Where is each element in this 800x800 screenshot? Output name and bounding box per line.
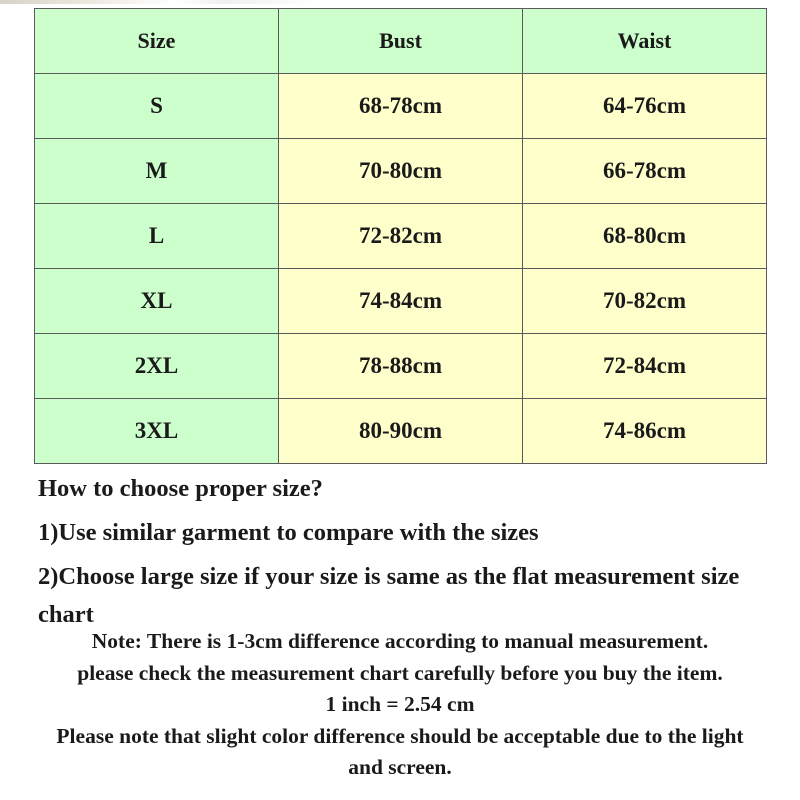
note-line-check-chart: please check the measurement chart carefully before you buy the item. bbox=[77, 660, 723, 685]
table-row bbox=[35, 204, 767, 269]
waist-cell: 64-76cm bbox=[523, 74, 767, 139]
table-row bbox=[35, 269, 767, 334]
table-row bbox=[35, 399, 767, 464]
size-cell: 2XL bbox=[35, 334, 279, 399]
size-cell: L bbox=[35, 204, 279, 269]
bust-cell: 68-78cm bbox=[279, 74, 523, 139]
size-cell: 3XL bbox=[35, 399, 279, 464]
header-bust: Bust bbox=[279, 9, 523, 74]
header-waist: Waist bbox=[523, 9, 767, 74]
bust-cell: 80-90cm bbox=[279, 399, 523, 464]
waist-cell: 72-84cm bbox=[523, 334, 767, 399]
header-size: Size bbox=[35, 9, 279, 74]
size-chart-table bbox=[34, 8, 767, 464]
table-header-row bbox=[35, 9, 767, 74]
size-cell: S bbox=[35, 74, 279, 139]
waist-cell: 68-80cm bbox=[523, 204, 767, 269]
table-row bbox=[35, 139, 767, 204]
bust-cell: 74-84cm bbox=[279, 269, 523, 334]
bust-cell: 78-88cm bbox=[279, 334, 523, 399]
size-guide bbox=[38, 470, 778, 634]
bust-cell: 70-80cm bbox=[279, 139, 523, 204]
size-cell: M bbox=[35, 139, 279, 204]
table-row bbox=[35, 74, 767, 139]
waist-cell: 74-86cm bbox=[523, 399, 767, 464]
waist-cell: 66-78cm bbox=[523, 139, 767, 204]
note-line-difference: Note: There is 1-3cm difference according to manual measurement. bbox=[91, 629, 709, 653]
measurement-notes bbox=[0, 626, 800, 784]
product-photo-fragment bbox=[0, 0, 800, 4]
note-line-color-difference-cont: and screen. bbox=[348, 755, 452, 779]
size-cell: XL bbox=[35, 269, 279, 334]
guide-title: How to choose proper size? bbox=[38, 475, 323, 502]
bust-cell: 72-82cm bbox=[279, 204, 523, 269]
note-line-color-difference: Please note that slight color difference should be acceptable due to the light bbox=[56, 723, 744, 748]
note-line-inch-conversion: 1 inch = 2.54 cm bbox=[325, 692, 475, 716]
waist-cell: 70-82cm bbox=[523, 269, 767, 334]
product-photo-edge bbox=[0, 0, 800, 8]
guide-step-1: 1)Use similar garment to compare with the sizes bbox=[38, 518, 539, 546]
table-row bbox=[35, 334, 767, 399]
guide-step-2: 2)Choose large size if your size is same as the flat measurement size chart bbox=[38, 562, 740, 628]
